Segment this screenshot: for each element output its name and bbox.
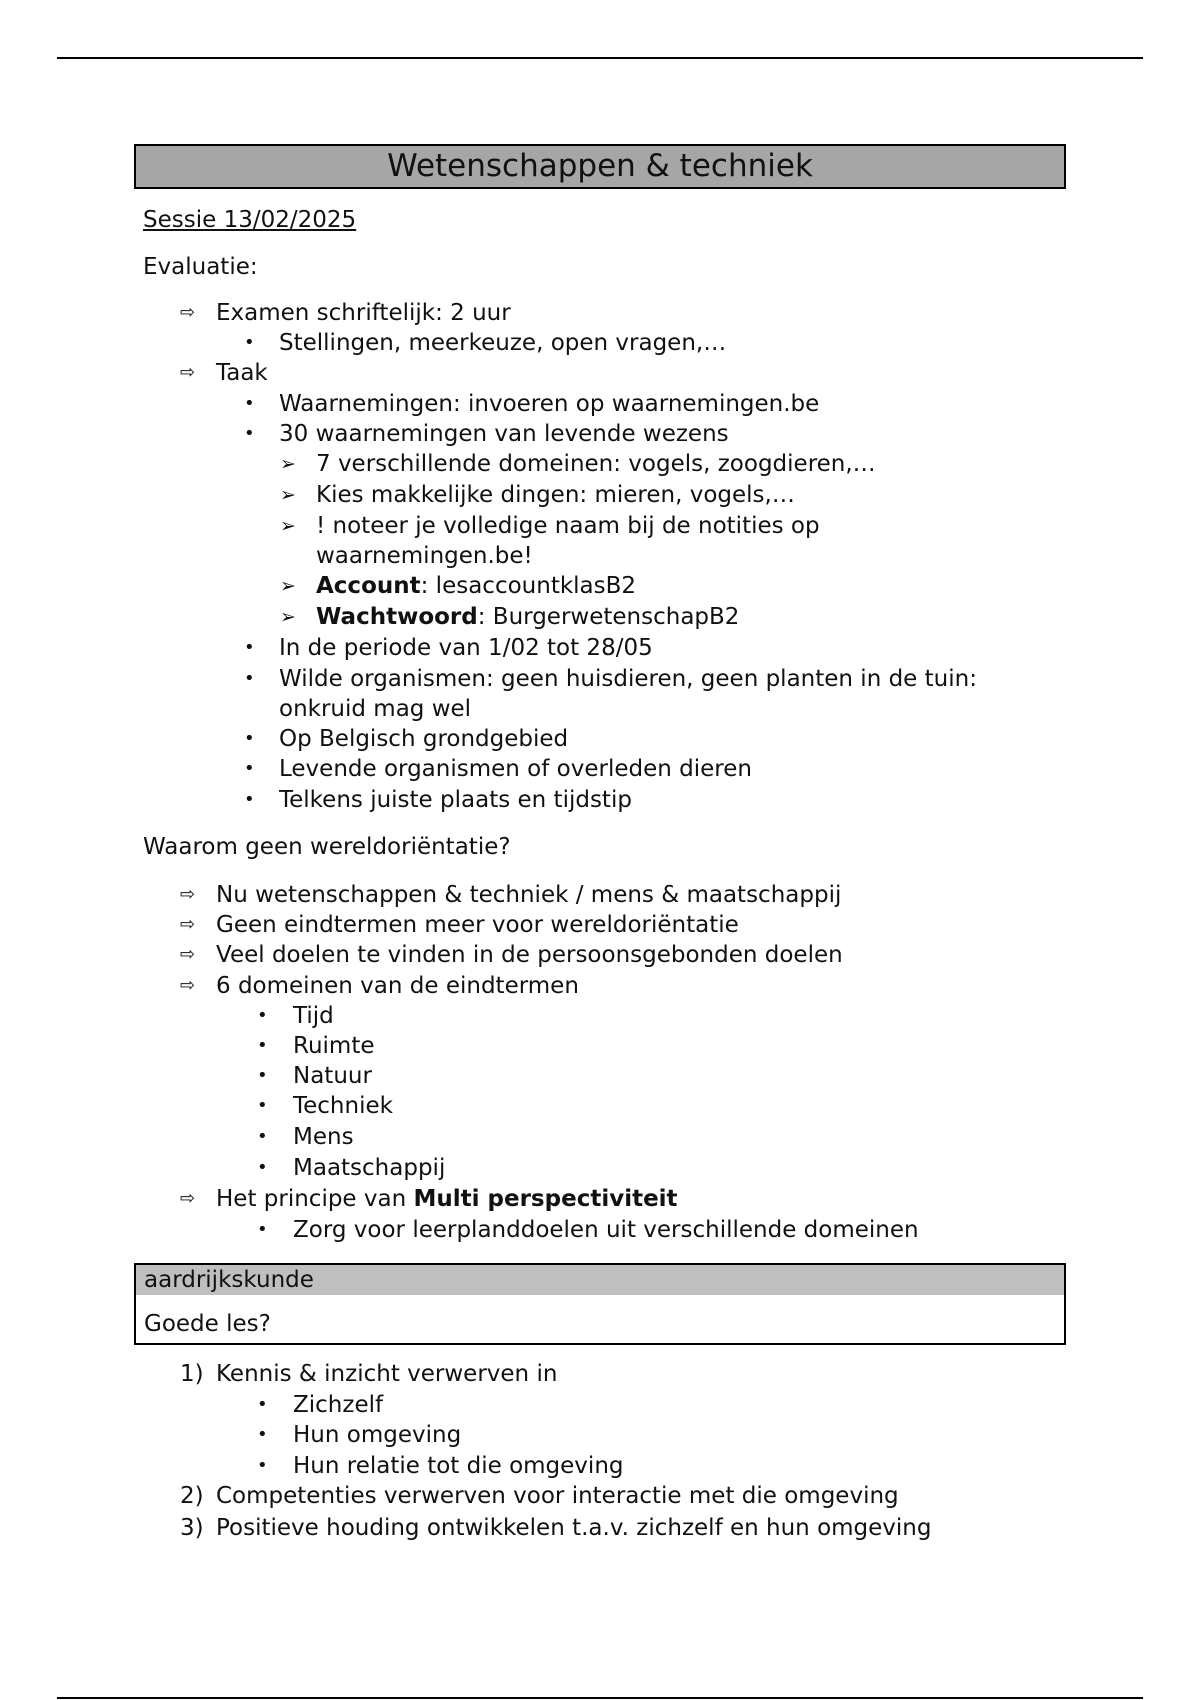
- password-label: Wachtwoord: [316, 604, 478, 630]
- box-header: aardrijkskunde: [144, 1267, 314, 1293]
- chevron-icon: ➢: [280, 453, 296, 475]
- why-item: 6 domeinen van de eindtermen: [216, 973, 579, 999]
- list-number: 3): [180, 1515, 204, 1541]
- task-period: In de periode van 1/02 tot 28/05: [279, 635, 653, 661]
- arrow-icon: ⇨: [180, 975, 196, 996]
- principle-bold: Multi perspectiviteit: [413, 1186, 678, 1212]
- principle-item: [216, 1184, 678, 1214]
- numbered-item-3: Positieve houding ontwikkelen t.a.v. zichzelf en hun omgeving: [216, 1515, 932, 1541]
- aardrijkskunde-box: [134, 1263, 1066, 1345]
- box-question: Goede les?: [144, 1311, 271, 1337]
- task-sub-note-line2: waarnemingen.be!: [316, 543, 533, 569]
- numbered-item-1: Kennis & inzicht verwerven in: [216, 1361, 558, 1387]
- arrow-icon: ⇨: [180, 1188, 196, 1209]
- why-item: Nu wetenschappen & techniek / mens & maatschappij: [216, 882, 842, 908]
- task-organisms: Levende organismen of overleden dieren: [279, 756, 752, 782]
- exam-item: Examen schriftelijk: 2 uur: [216, 300, 511, 326]
- domain-item: Ruimte: [293, 1033, 375, 1059]
- chevron-icon: ➢: [280, 515, 296, 537]
- bullet-icon: •: [244, 789, 255, 810]
- numbered-sub-item: Zichzelf: [293, 1392, 384, 1418]
- bullet-icon: •: [244, 393, 255, 414]
- why-heading: Waarom geen wereldoriëntatie?: [143, 834, 511, 860]
- chevron-icon: ➢: [280, 606, 296, 628]
- numbered-sub-item: Hun omgeving: [293, 1422, 462, 1448]
- chevron-icon: ➢: [280, 575, 296, 597]
- task-30-observations: 30 waarnemingen van levende wezens: [279, 421, 729, 447]
- session-date: Sessie 13/02/2025: [143, 207, 357, 233]
- bullet-icon: •: [257, 1095, 268, 1116]
- bullet-icon: •: [257, 1035, 268, 1056]
- task-place-time: Telkens juiste plaats en tijdstip: [279, 787, 632, 813]
- bullet-icon: •: [244, 637, 255, 658]
- task-item: Taak: [216, 360, 268, 386]
- bullet-icon: •: [257, 1157, 268, 1178]
- bullet-icon: •: [257, 1005, 268, 1026]
- task-account: [316, 571, 636, 601]
- chevron-icon: ➢: [280, 484, 296, 506]
- arrow-icon: ⇨: [180, 944, 196, 965]
- numbered-sub-item: Hun relatie tot die omgeving: [293, 1453, 624, 1479]
- account-value: : lesaccountklasB2: [420, 573, 637, 599]
- bottom-rule: [57, 1697, 1143, 1699]
- domain-item: Maatschappij: [293, 1155, 446, 1181]
- bullet-icon: •: [257, 1394, 268, 1415]
- account-label: Account: [316, 573, 421, 599]
- principle-prefix: Het principe van: [216, 1186, 414, 1212]
- bullet-icon: •: [244, 728, 255, 749]
- password-value: : BurgerwetenschapB2: [477, 604, 740, 630]
- task-waarnemingen: Waarnemingen: invoeren op waarnemingen.be: [279, 391, 820, 417]
- bullet-icon: •: [244, 668, 255, 689]
- list-number: 2): [180, 1483, 204, 1509]
- bullet-icon: •: [257, 1126, 268, 1147]
- domain-item: Techniek: [293, 1093, 393, 1119]
- task-sub-domains: 7 verschillende domeinen: vogels, zoogdieren,…: [316, 451, 876, 477]
- domain-item: Natuur: [293, 1063, 372, 1089]
- bullet-icon: •: [244, 423, 255, 444]
- task-sub-note-line1: ! noteer je volledige naam bij de notities op: [316, 513, 820, 539]
- bullet-icon: •: [244, 758, 255, 779]
- evaluation-heading: Evaluatie:: [143, 254, 258, 280]
- why-item: Veel doelen te vinden in de persoonsgebonden doelen: [216, 942, 843, 968]
- bullet-icon: •: [257, 1065, 268, 1086]
- page-title: Wetenschappen & techniek: [134, 144, 1066, 189]
- bullet-icon: •: [257, 1455, 268, 1476]
- bullet-icon: •: [257, 1219, 268, 1240]
- principle-detail: Zorg voor leerplanddoelen uit verschillende domeinen: [293, 1217, 919, 1243]
- task-sub-easy: Kies makkelijke dingen: mieren, vogels,…: [316, 482, 795, 508]
- task-wild-line2: onkruid mag wel: [279, 696, 472, 722]
- list-number: 1): [180, 1361, 204, 1387]
- exam-detail: Stellingen, meerkeuze, open vragen,…: [279, 330, 727, 356]
- arrow-icon: ⇨: [180, 362, 196, 383]
- top-rule: [57, 57, 1143, 59]
- numbered-item-2: Competenties verwerven voor interactie met die omgeving: [216, 1483, 899, 1509]
- domain-item: Tijd: [293, 1003, 334, 1029]
- task-belgium: Op Belgisch grondgebied: [279, 726, 569, 752]
- arrow-icon: ⇨: [180, 302, 196, 323]
- bullet-icon: •: [244, 332, 255, 353]
- domain-item: Mens: [293, 1124, 354, 1150]
- why-item: Geen eindtermen meer voor wereldoriëntatie: [216, 912, 739, 938]
- arrow-icon: ⇨: [180, 914, 196, 935]
- task-wild-line1: Wilde organismen: geen huisdieren, geen planten in de tuin:: [279, 666, 977, 692]
- arrow-icon: ⇨: [180, 884, 196, 905]
- task-password: [316, 602, 739, 632]
- bullet-icon: •: [257, 1424, 268, 1445]
